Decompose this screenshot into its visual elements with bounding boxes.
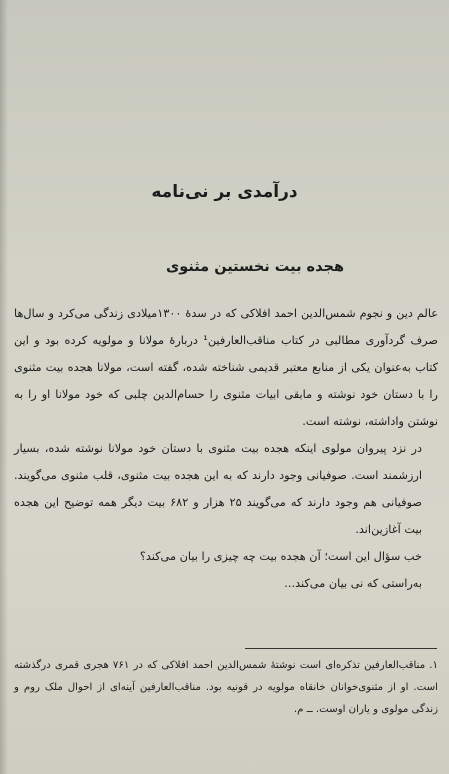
paragraph-3: خب سؤال این است؛ آن هجده بیت چه چیزی را بیان می‌کند؟ <box>139 550 422 563</box>
page-gutter-shadow <box>0 0 8 774</box>
section-heading: هجده بیت نخستین مثنوی <box>165 259 344 275</box>
body-text <box>14 300 438 597</box>
paragraph-1: عالم دین و نجوم شمس‌الدین احمد افلاکی که در سدهٔ ۱۳۰۰میلادی زندگی می‌کرد و سال‌ها صرف گردآوری مطالبی در کتاب مناقب‌العارفین¹ دربارهٔ مولانا و مولویه کرده بود و این کتاب به‌عنوان یکی از منابع معتبر قدیمی شناخته شده، گفته است، مولانا هجده بیت مثنوی را با دستان خود نوشته و مابقی ابیات مثنوی را حسام‌الدین چلبی که خود مولانا او را به نوشتن واداشته، نوشته است. <box>14 307 439 428</box>
footnote-divider <box>245 648 437 649</box>
paragraph-2: در نزد پیروان مولوی اینکه هجده بیت مثنوی با دستان خود مولانا نوشته شده، بسیار ارزشمند است. صوفیانی وجود دارند که به این هجده بیت مثنوی، قلب مثنوی می‌گویند. صوفیانی هم وجود دارند که می‌گویند ۲۵ هزار و ۶۸۲ بیت دیگر همه توضیح این هجده بیت آغازین‌اند. <box>14 442 423 536</box>
chapter-title: درآمدی بر نی‌نامه <box>151 182 298 202</box>
paragraph-4: به‌راستی که نی بیان می‌کند... <box>284 577 422 590</box>
footnote: ۱. مناقب‌العارفین تذکره‌ای است نوشتهٔ شمس‌الدین احمد افلاکی که در ۷۶۱ هجری قمری درگذشته است. او از مثنوی‌خوانان خانقاه مولویه در قونیه بود. مناقب‌العارفین آینه‌ای از احوال ملک روم و زندگی مولوی و یاران اوست. ــ م. <box>14 660 438 715</box>
